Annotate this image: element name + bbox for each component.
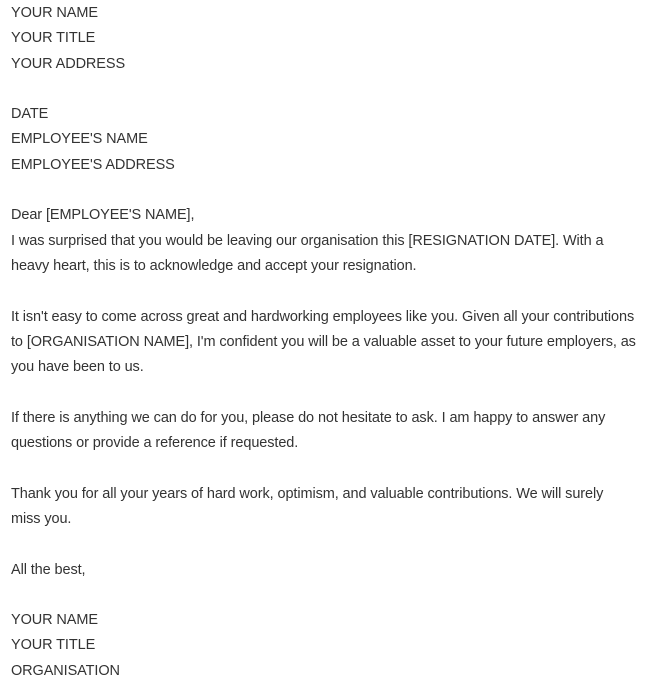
- spacer: [11, 583, 646, 608]
- letter-date: DATE: [11, 106, 49, 123]
- signature-name: YOUR NAME: [11, 612, 98, 629]
- recipient-block: [11, 102, 646, 178]
- body-paragraph-4: Thank you for all your years of hard work, optimism, and valuable contributions. We will surely miss you.: [11, 485, 604, 527]
- spacer: [11, 532, 646, 557]
- salutation: Dear [EMPLOYEE'S NAME],: [11, 207, 195, 224]
- signature-organisation: ORGANISATION: [11, 662, 120, 679]
- spacer: [11, 279, 646, 304]
- sender-name: YOUR NAME: [11, 5, 98, 21]
- sender-block: [11, 0, 646, 77]
- body-paragraph-3: If there is anything we can do for you, please do not hesitate to ask. I am happy to answer any questions or provide a reference if requested.: [11, 409, 606, 452]
- spacer: [11, 178, 646, 203]
- body-paragraph-1: I was surprised that you would be leaving our organisation this [RESIGNATION DATE]. With a heavy heart, this is to acknowledge and accept your resignation.: [11, 232, 604, 274]
- body-paragraph-2: It isn't easy to come across great and hardworking employees like you. Given all your contributions to [ORGANISATION NAME], I'm confident you will be a valuable asset to your future employers, as you have been to us.: [11, 308, 636, 376]
- letter-body: [11, 203, 646, 582]
- signature-block: [11, 608, 646, 684]
- sender-address: YOUR ADDRESS: [11, 55, 126, 72]
- spacer: [11, 77, 646, 102]
- closing: All the best,: [11, 561, 86, 578]
- spacer: [11, 456, 646, 481]
- sender-title: YOUR TITLE: [11, 30, 96, 47]
- recipient-address: EMPLOYEE'S ADDRESS: [11, 156, 175, 173]
- signature-title: YOUR TITLE: [11, 637, 96, 654]
- recipient-name: EMPLOYEE'S NAME: [11, 131, 148, 148]
- spacer: [11, 380, 646, 405]
